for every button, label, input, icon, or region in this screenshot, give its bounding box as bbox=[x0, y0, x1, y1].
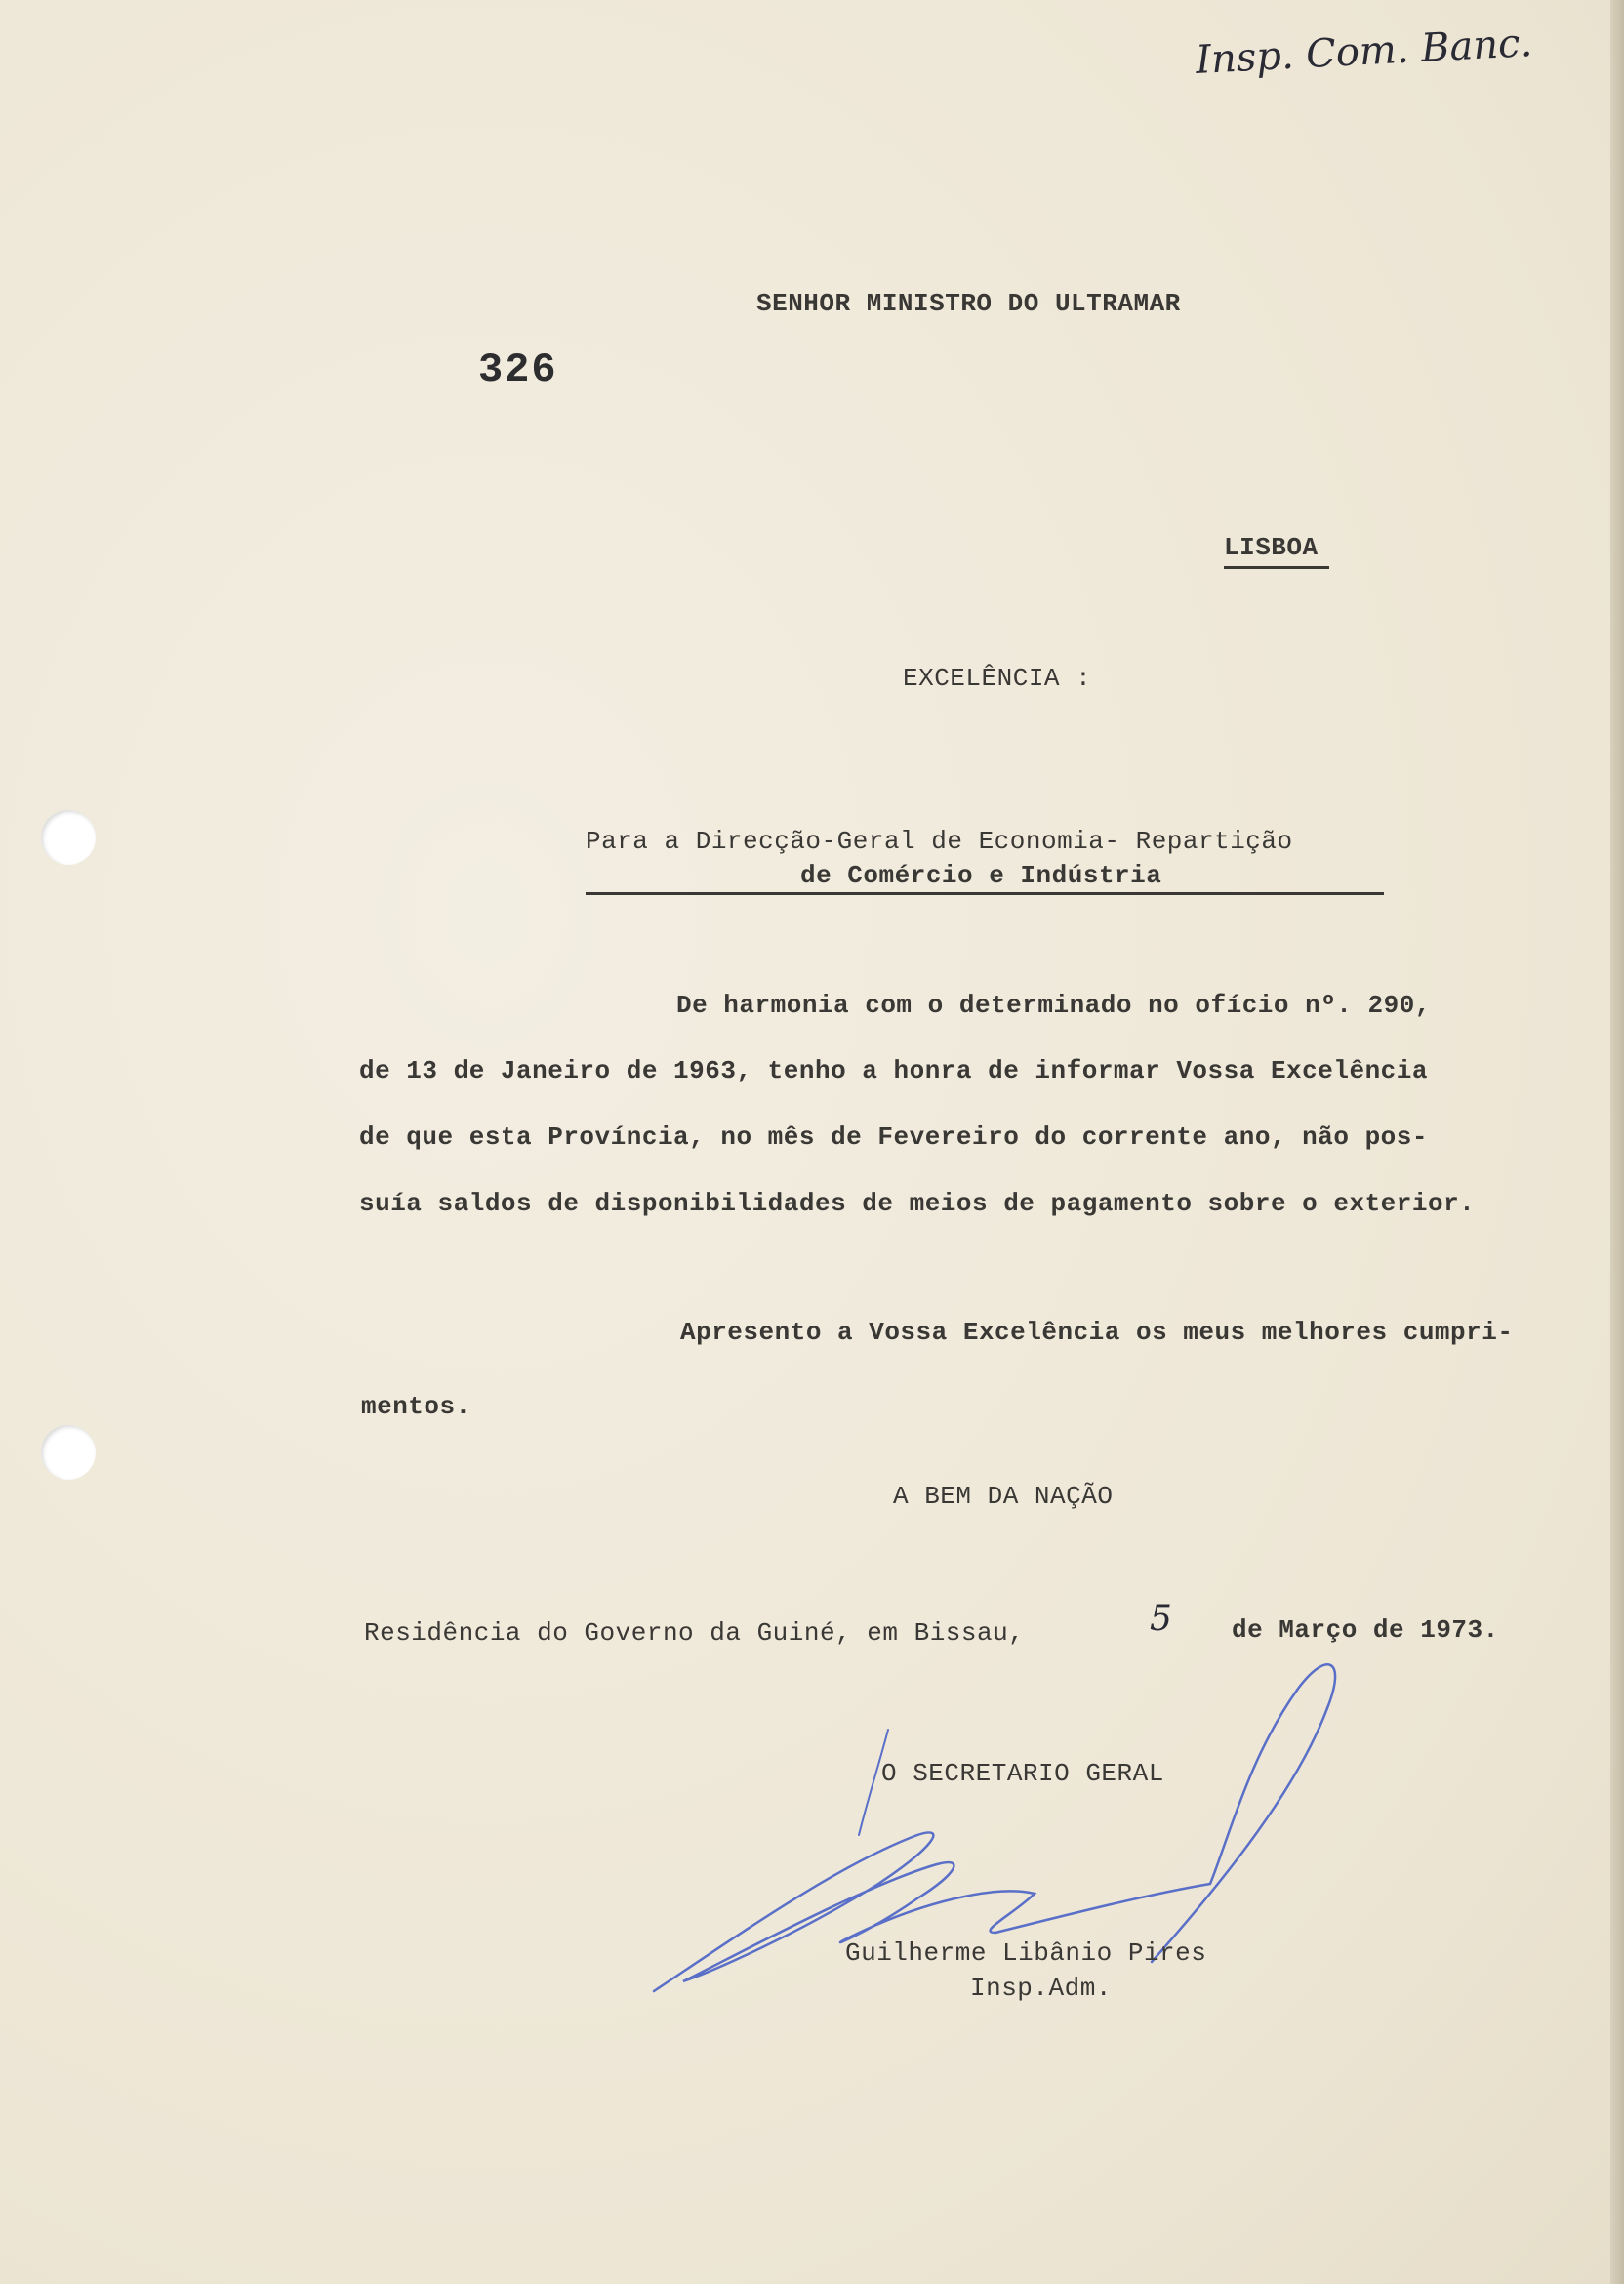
signatory-title: O SECRETARIO GERAL bbox=[881, 1759, 1164, 1788]
body-line-4: suía saldos de disponibilidades de meios de pagamento sobre o exterior. bbox=[359, 1189, 1476, 1218]
city: LISBOA bbox=[1224, 533, 1319, 562]
body-line-5: Apresento a Vossa Excelência os meus melhores cumpri- bbox=[680, 1318, 1514, 1347]
body-line-2: de 13 de Janeiro de 1963, tenho a honra de informar Vossa Excelência bbox=[359, 1056, 1428, 1085]
recipient-line-2: de Comércio e Indústria bbox=[800, 861, 1162, 890]
punch-hole-top bbox=[41, 810, 96, 865]
city-underline bbox=[1224, 566, 1329, 569]
handwritten-note: Insp. Com. Banc. bbox=[1195, 20, 1534, 84]
date-line-suffix: de Março de 1973. bbox=[1232, 1615, 1499, 1645]
date-day-handwritten: 5 bbox=[1150, 1599, 1172, 1639]
body-line-6: mentos. bbox=[361, 1392, 471, 1421]
addressee: SENHOR MINISTRO DO ULTRAMAR bbox=[756, 289, 1181, 318]
body-line-3: de que esta Província, no mês de Fevereiro do corrente ano, não pos- bbox=[359, 1122, 1428, 1152]
date-line-prefix: Residência do Governo da Guiné, em Bissau, bbox=[364, 1618, 1025, 1648]
salutation: EXCELÊNCIA : bbox=[903, 664, 1092, 693]
punch-hole-bottom bbox=[41, 1425, 96, 1480]
closing: A BEM DA NAÇÃO bbox=[893, 1482, 1114, 1511]
reference-number: 326 bbox=[478, 347, 558, 393]
recipient-underline bbox=[586, 892, 1384, 895]
signatory-name: Guilherme Libânio Pires bbox=[845, 1938, 1207, 1968]
signatory-rank: Insp.Adm. bbox=[970, 1974, 1112, 2003]
page-edge-shadow bbox=[1610, 0, 1624, 2284]
recipient-line-1: Para a Direcção-Geral de Economia- Repartição bbox=[586, 827, 1293, 856]
body-line-1: De harmonia com o determinado no ofício nº. 290, bbox=[676, 991, 1431, 1020]
